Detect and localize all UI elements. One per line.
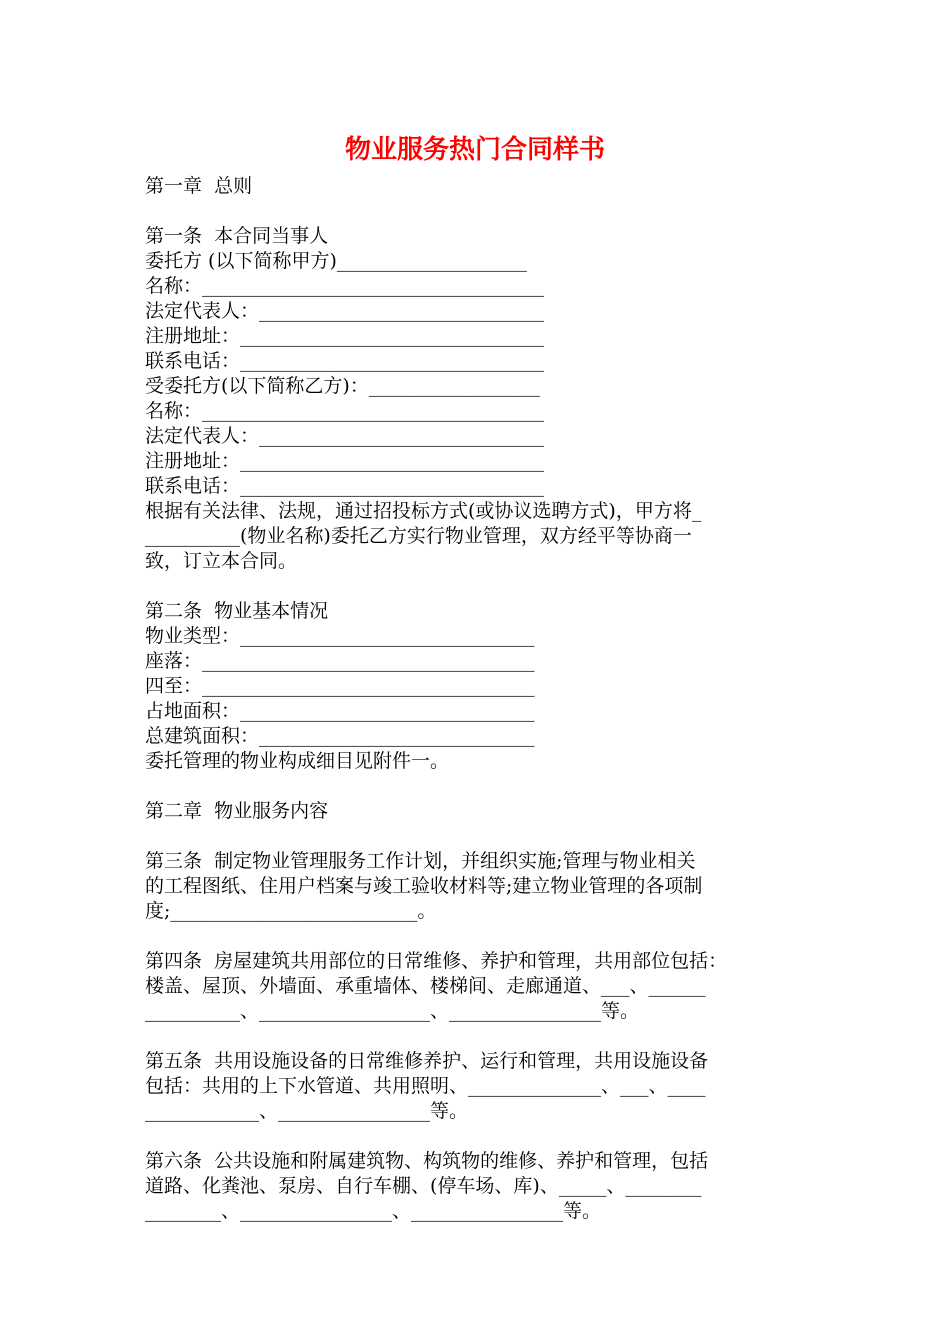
blank-line bbox=[145, 1124, 825, 1149]
document-body bbox=[145, 174, 825, 1224]
text-line: 度;__________________________。 bbox=[145, 900, 437, 922]
text-line: 委托管理的物业构成细目见附件一。 bbox=[145, 750, 450, 772]
text-line: 四至：___________________________________ bbox=[145, 675, 535, 697]
text-line: __________(物业名称)委托乙方实行物业管理，双方经平等协商一 bbox=[145, 525, 692, 547]
text-line: 第六条 公共设施和附属建筑物、构筑物的维修、养护和管理，包括 bbox=[145, 1150, 709, 1172]
text-line: 道路、化粪池、泵房、自行车棚、(停车场、库)、_____、________ bbox=[145, 1175, 702, 1197]
blank-line bbox=[145, 574, 825, 599]
text-line: 第三条 制定物业管理服务工作计划，并组织实施;管理与物业相关 bbox=[145, 850, 696, 872]
document-title: 物业服务热门合同样书 bbox=[344, 135, 605, 165]
text-line: 法定代表人：______________________________ bbox=[145, 425, 545, 447]
text-line: 第一章 总则 bbox=[145, 175, 253, 197]
text-line: 占地面积：_______________________________ bbox=[145, 700, 535, 722]
text-line: 总建筑面积：_____________________________ bbox=[145, 725, 535, 747]
text-line: __________、__________________、________________等。 bbox=[145, 1000, 640, 1022]
text-line: 第五条 共用设施设备的日常维修养护、运行和管理，共用设施设备 bbox=[145, 1050, 709, 1072]
text-line: 座落：___________________________________ bbox=[145, 650, 535, 672]
text-line: 包括：共用的上下水管道、共用照明、______________、___、____ bbox=[145, 1075, 706, 1097]
blank-line bbox=[145, 774, 825, 799]
text-line: 物业类型：_______________________________ bbox=[145, 625, 535, 647]
blank-line bbox=[145, 924, 825, 949]
text-line: 注册地址：________________________________ bbox=[145, 325, 545, 347]
blank-line bbox=[145, 199, 825, 224]
text-line: 名称：____________________________________ bbox=[145, 400, 545, 422]
text-line: 联系电话：________________________________ bbox=[145, 350, 545, 372]
text-line: 的工程图纸、住用户档案与竣工验收材料等;建立物业管理的各项制 bbox=[145, 875, 703, 897]
blank-line bbox=[145, 1024, 825, 1049]
text-line: 第四条 房屋建筑共用部位的日常维修、养护和管理，共用部位包括： bbox=[145, 950, 728, 972]
text-line: 受委托方(以下简称乙方)：__________________ bbox=[145, 375, 540, 397]
text-line: 楼盖、屋顶、外墙面、承重墙体、楼梯间、走廊通道、___、______ bbox=[145, 975, 706, 997]
text-line: ________、________________、________________等。 bbox=[145, 1200, 602, 1222]
text-line: 法定代表人：______________________________ bbox=[145, 300, 545, 322]
text-line: ____________、________________等。 bbox=[145, 1100, 469, 1122]
text-line: 注册地址：________________________________ bbox=[145, 450, 545, 472]
text-line: 致，订立本合同。 bbox=[145, 550, 298, 572]
text-line: 第二条 物业基本情况 bbox=[145, 600, 329, 622]
text-line: 委托方 (以下简称甲方)____________________ bbox=[145, 250, 527, 272]
blank-line bbox=[145, 824, 825, 849]
text-line: 第二章 物业服务内容 bbox=[145, 800, 329, 822]
text-line: 根据有关法律、法规，通过招投标方式(或协议选聘方式)，甲方将_ bbox=[145, 500, 702, 522]
text-line: 联系电话：________________________________ bbox=[145, 475, 545, 497]
text-line: 名称：____________________________________ bbox=[145, 275, 545, 297]
text-line: 第一条 本合同当事人 bbox=[145, 225, 329, 247]
